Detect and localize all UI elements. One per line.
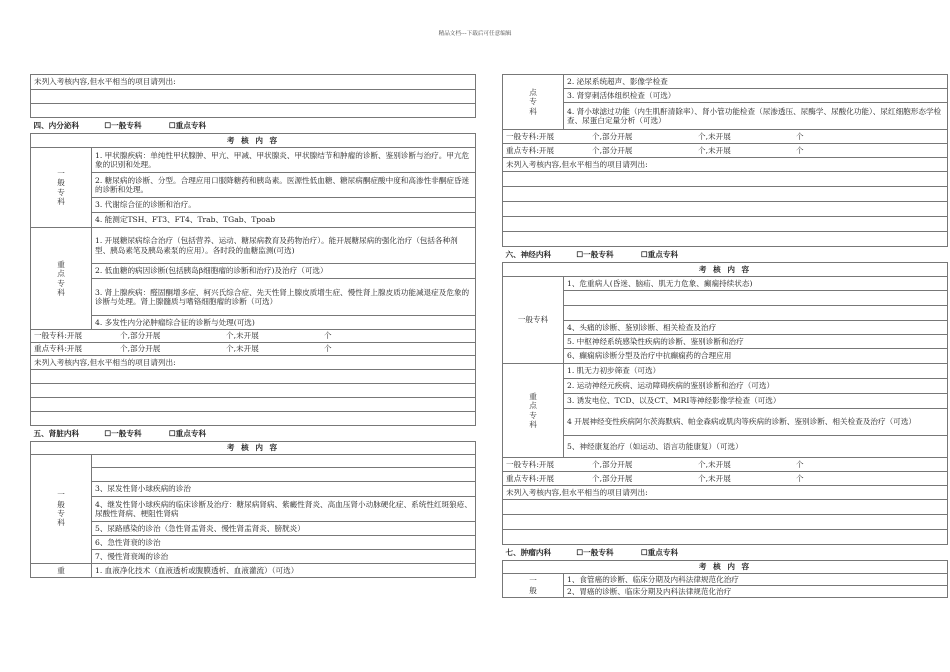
assessment-item: 4、继发性肾小球疾病的临床诊断及治疗：糖尿病肾病、紫癜性肾炎、高血压肾小动脉硬化症、系统性红斑狼疮、尿酸性肾病、梗阻性肾病 — [92, 497, 476, 522]
assessment-item — [564, 291, 948, 306]
general-specialty-checkbox[interactable]: ☐一般专科 — [104, 428, 142, 438]
general-specialty-side: 一 般 专 科 — [31, 455, 92, 564]
page-header: 精品文档---下载后可任意编辑 — [438, 31, 512, 37]
blank-row — [31, 384, 476, 398]
count-label: 个,未开展 — [226, 331, 259, 341]
blank-row — [503, 530, 948, 545]
assessment-item: 4、头痛的诊断、鉴别诊断、相关检查及治疗 — [564, 321, 948, 335]
blank-row — [503, 172, 948, 187]
count-label: 个 — [796, 473, 804, 483]
assessment-item: 1. 开展糖尿病综合治疗（包括营养、运动、糖尿病教育及药物治疗）。能开展糖尿病的强化治疗（包括各种剂型、胰岛素笔及胰岛素泵的应用）。各时段的血糖监测(可选) — [92, 228, 476, 264]
key-specialty-side: 重 点 专 科 — [503, 364, 564, 458]
assessment-item: 2. 低血糖的病因诊断(包括胰岛β细胞瘤的诊断和治疗)及治疗（可选） — [92, 264, 476, 279]
section-title-text: 五、肾脏内科 — [33, 428, 80, 438]
count-label: 重点专科:开展 — [506, 473, 555, 483]
assessment-item — [564, 306, 948, 321]
count-label: 个,部分开展 — [592, 473, 633, 483]
count-label: 个,部分开展 — [592, 145, 633, 155]
assessment-item: 2. 糖尿病的诊断、分型。合理应用口服降糖药和胰岛素。医源性低血糖、糖尿病酮症酸中度和高渗性非酮症昏迷的诊断和处理。 — [92, 173, 476, 198]
blank-row — [31, 90, 476, 104]
count-label: 个 — [324, 331, 332, 341]
assessment-item — [92, 455, 476, 468]
blank-row — [31, 370, 476, 384]
key-specialty-side: 重 — [31, 564, 92, 578]
key-count-row — [503, 144, 948, 158]
key-specialty-checkbox[interactable]: ☐重点专科 — [168, 428, 207, 438]
section-title-text: 六、神经内科 — [505, 249, 552, 259]
general-count-row — [503, 130, 948, 144]
key-specialty-checkbox[interactable]: ☐重点专科 — [640, 249, 679, 259]
count-label: 个,未开展 — [698, 473, 731, 483]
assessment-item: 5、尿路感染的诊治（急性肾盂肾炎、慢性肾盂肾炎、膀胱炎） — [92, 522, 476, 536]
blank-row — [31, 104, 476, 118]
content-header: 考 核 内 容 — [503, 561, 948, 574]
blank-row — [503, 217, 948, 232]
assessment-item: 3. 肾上腺疾病：醛固酮增多症、柯兴氏综合症、先天性肾上腺皮质增生症、慢性肾上腺皮质功能减退症及危象的诊断与处理。肾上腺髓质与嗜铬细胞瘤的诊断（可选） — [92, 279, 476, 316]
assessment-item: 4. 多发性内分泌肿瘤综合征的诊断与处理(可选) — [92, 316, 476, 330]
count-label: 重点专科:开展 — [34, 344, 83, 354]
count-label: 一般专科:开展 — [506, 459, 555, 469]
blank-row — [31, 412, 476, 426]
assessment-item: 5、神经康复治疗（如运动、语言功能康复）（可选） — [564, 436, 948, 458]
general-specialty-side: 一般专科 — [503, 277, 564, 364]
left-column — [30, 74, 476, 578]
unlisted-label: 未列入考核内容,但水平相当的项目请列出: — [503, 158, 948, 172]
assessment-item: 1、食管癌的诊断、临床分期及内科法律规范化治疗 — [564, 574, 948, 586]
content-header: 考 核 内 容 — [503, 263, 948, 277]
assessment-item: 6、癫痫病诊断分型及治疗中抗癫痫药的合理应用 — [564, 349, 948, 364]
count-label: 个,部分开展 — [120, 331, 161, 341]
assessment-item: 7、慢性肾衰竭的诊治 — [92, 550, 476, 564]
assessment-item: 3. 代谢综合征的诊断和治疗。 — [92, 198, 476, 213]
unlisted-label: 未列入考核内容,但水平相当的项目请列出: — [31, 75, 476, 90]
key-count-row — [31, 343, 476, 356]
assessment-item: 5. 中枢神经系统感染性疾病的诊断、鉴别诊断和治疗 — [564, 335, 948, 349]
section-title-nephrology — [31, 426, 476, 442]
assessment-item — [92, 468, 476, 482]
count-label: 个,部分开展 — [120, 344, 161, 354]
count-label: 一般专科:开展 — [506, 131, 555, 141]
count-label: 个,部分开展 — [592, 459, 633, 469]
general-specialty-checkbox[interactable]: ☐一般专科 — [576, 249, 614, 259]
key-specialty-checkbox[interactable]: ☐重点专科 — [640, 547, 679, 557]
assessment-item: 4 开展神经变性疾病阿尔茨海默病、帕金森病或肌肉等疾病的诊断、鉴别诊断、相关检查及治疗（可选） — [564, 409, 948, 436]
blank-row — [503, 500, 948, 515]
content-header: 考 核 内 容 — [31, 442, 476, 455]
unlisted-label: 未列入考核内容,但水平相当的项目请列出: — [503, 486, 948, 500]
assessment-item: 3. 肾穿刺活体组织检查（可选） — [564, 89, 948, 103]
blank-row — [503, 232, 948, 247]
key-specialty-side: 重 点 专 科 — [31, 228, 92, 330]
count-label: 个 — [796, 459, 804, 469]
assessment-item: 3、尿发性肾小球疾病的诊治 — [92, 482, 476, 497]
assessment-item: 4. 肾小球滤过功能（内生肌酐清除率）、肾小管功能检查（尿渗透压、尿酶学、尿酸化功能）、尿红细胞形态学检查、尿蛋白定量分析（可选） — [564, 103, 948, 130]
count-label: 重点专科:开展 — [506, 145, 555, 155]
blank-row — [503, 202, 948, 217]
general-specialty-checkbox[interactable]: ☐一般专科 — [104, 120, 142, 130]
assessment-item: 1. 血液净化技术（血液透析或腹膜透析、血液灌流）（可选） — [92, 564, 476, 578]
count-label: 一般专科:开展 — [34, 331, 83, 341]
right-column — [502, 74, 948, 598]
count-label: 个 — [796, 131, 804, 141]
count-label: 个,部分开展 — [592, 131, 633, 141]
content-header: 考 核 内 容 — [31, 134, 476, 148]
unlisted-label: 未列入考核内容,但水平相当的项目请列出: — [31, 356, 476, 370]
key-specialty-checkbox[interactable]: ☐重点专科 — [168, 120, 207, 130]
blank-row — [31, 398, 476, 412]
right-table — [502, 74, 948, 598]
count-label: 个,未开展 — [698, 459, 731, 469]
blank-row — [503, 187, 948, 202]
general-count-row — [31, 330, 476, 343]
assessment-item: 2、胃癌的诊断、临床分期及内科法律规范化治疗 — [564, 586, 948, 598]
general-specialty-side: 一 般 专 科 — [31, 148, 92, 228]
section-title-neurology — [503, 247, 948, 263]
section-title-endocrine — [31, 118, 476, 134]
assessment-item: 2. 泌尿系统超声、影像学检查 — [564, 75, 948, 89]
blank-row — [503, 515, 948, 530]
count-label: 个,未开展 — [698, 145, 731, 155]
count-label: 个,未开展 — [226, 344, 259, 354]
general-specialty-side: 一 般 — [503, 574, 564, 598]
assessment-item: 1、危重病人(昏迷、脑疝、肌无力危象、癫痫持续状态) — [564, 277, 948, 291]
section-title-text: 七、肿瘤内科 — [505, 547, 552, 557]
key-specialty-side: 点 专 科 — [503, 75, 564, 130]
count-label: 个 — [796, 145, 804, 155]
assessment-item: 4. 能测定TSH、FT3、FT4、Trab、TGab、Tpoab — [92, 213, 476, 228]
general-count-row — [503, 458, 948, 472]
assessment-item: 1. 甲状腺疾病：单纯性甲状腺肿、甲亢、甲减、甲状腺炎、甲状腺结节和肿瘤的诊断、鉴别诊断与治疗。甲亢危象的识别和处理。 — [92, 148, 476, 173]
general-specialty-checkbox[interactable]: ☐一般专科 — [576, 547, 614, 557]
left-table — [30, 74, 476, 578]
section-title-text: 四、内分泌科 — [33, 120, 80, 130]
assessment-item: 2. 运动神经元疾病、运动障碍疾病的鉴别诊断和治疗（可选） — [564, 379, 948, 394]
section-title-oncology — [503, 545, 948, 561]
count-label: 个 — [324, 344, 332, 354]
key-count-row — [503, 472, 948, 486]
assessment-item: 1. 肌无力初步筛查（可选） — [564, 364, 948, 379]
assessment-item: 3. 诱发电位、TCD、以及CT、MRI等神经影像学检查（可选） — [564, 394, 948, 409]
assessment-item: 6、急性肾衰的诊治 — [92, 536, 476, 550]
count-label: 个,未开展 — [698, 131, 731, 141]
